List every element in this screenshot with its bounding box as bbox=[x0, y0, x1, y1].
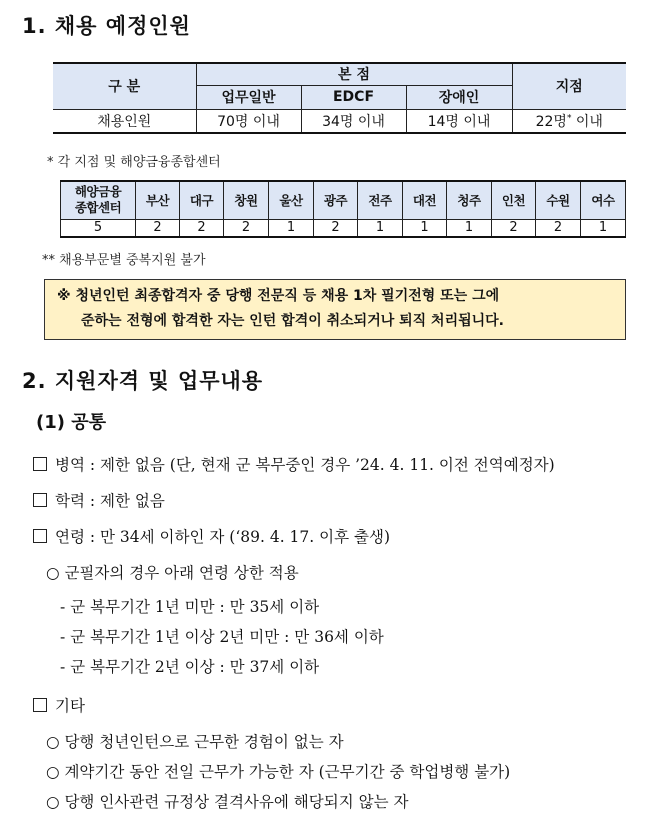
checkbox-square-icon bbox=[33, 529, 47, 543]
header-branch-6: 대전 bbox=[403, 181, 447, 219]
header-branch-8: 인천 bbox=[492, 181, 536, 219]
value-ocean-finance-center: 5 bbox=[61, 219, 136, 237]
age-sub-item: - 군 복무기간 1년 이상 2년 미만 : 만 36세 이하 bbox=[60, 628, 384, 646]
header-ocean-finance-center: 해양금융 종합센터 bbox=[61, 181, 136, 219]
header-category: 구 분 bbox=[53, 63, 196, 109]
warning-line-1: ※ 청년인턴 최종합격자 중 당행 전문직 등 채용 1차 필기전형 또는 그에 bbox=[57, 288, 500, 304]
value-branch-7: 1 bbox=[447, 219, 492, 237]
header-branch-10: 여수 bbox=[581, 181, 626, 219]
checkbox-square-icon bbox=[33, 493, 47, 507]
age-sub-item: - 군 복무기간 2년 이상 : 만 37세 이하 bbox=[60, 658, 320, 676]
section-2-title: 2. 지원자격 및 업무내용 bbox=[22, 369, 264, 393]
header-branch-5: 전주 bbox=[358, 181, 403, 219]
header-branch-3: 울산 bbox=[269, 181, 314, 219]
value-branch-0: 2 bbox=[136, 219, 180, 237]
header-disabled: 장애인 bbox=[406, 85, 512, 109]
header-branch-2: 창원 bbox=[224, 181, 269, 219]
value-branch-3: 1 bbox=[269, 219, 314, 237]
other-item: ○ 당행 인사관련 규정상 결격사유에 해당되지 않는 자 bbox=[46, 793, 409, 811]
value-edcf: 34명 이내 bbox=[301, 109, 406, 133]
value-branch-4: 2 bbox=[314, 219, 358, 237]
section-1-title: 1. 채용 예정인원 bbox=[22, 14, 191, 38]
header-branch: 지점 bbox=[512, 63, 626, 109]
hiring-count-table bbox=[53, 62, 626, 134]
value-disabled: 14명 이내 bbox=[406, 109, 512, 133]
header-branch-1: 대구 bbox=[180, 181, 224, 219]
header-branch-7: 청주 bbox=[447, 181, 492, 219]
item-age: 연령 : 만 34세 이하인 자 (‘89. 4. 17. 이후 출생) bbox=[33, 525, 390, 547]
item-education: 학력 : 제한 없음 bbox=[33, 489, 165, 511]
value-branch-1: 2 bbox=[180, 219, 224, 237]
value-branch-5: 1 bbox=[358, 219, 403, 237]
value-general: 70명 이내 bbox=[196, 109, 301, 133]
checkbox-square-icon bbox=[33, 698, 47, 712]
note-no-duplicate: ** 채용부문별 중복지원 불가 bbox=[42, 253, 206, 268]
value-branch-9: 2 bbox=[536, 219, 581, 237]
warning-box bbox=[44, 279, 626, 340]
header-main-office: 본 점 bbox=[196, 63, 512, 85]
checkbox-square-icon bbox=[33, 457, 47, 471]
warning-line-2: 준하는 전형에 합격한 자는 인턴 합격이 취소되거나 퇴직 처리됩니다. bbox=[81, 313, 504, 329]
item-age-sub: ○ 군필자의 경우 아래 연령 상한 적용 bbox=[46, 564, 299, 582]
row-label: 채용인원 bbox=[53, 109, 196, 133]
value-branch-10: 1 bbox=[581, 219, 626, 237]
header-branch-9: 수원 bbox=[536, 181, 581, 219]
item-other: 기타 bbox=[33, 694, 85, 716]
other-item: ○ 당행 청년인턴으로 근무한 경험이 없는 자 bbox=[46, 733, 344, 751]
subsection-common-title: (1) 공통 bbox=[36, 412, 107, 433]
value-branch-6: 1 bbox=[403, 219, 447, 237]
value-branch-2: 2 bbox=[224, 219, 269, 237]
header-general: 업무일반 bbox=[196, 85, 301, 109]
note-branches: * 각 지점 및 해양금융종합센터 bbox=[47, 155, 221, 170]
value-branch-8: 2 bbox=[492, 219, 536, 237]
header-edcf: EDCF bbox=[301, 85, 406, 109]
header-branch-4: 광주 bbox=[314, 181, 358, 219]
other-item: ○ 계약기간 동안 전일 근무가 가능한 자 (근무기간 중 학업병행 불가) bbox=[46, 763, 511, 781]
item-military: 병역 : 제한 없음 (단, 현재 군 복무중인 경우 ’24. 4. 11. 이전 전역예정자) bbox=[33, 453, 555, 475]
age-sub-item: - 군 복무기간 1년 미만 : 만 35세 이하 bbox=[60, 598, 320, 616]
value-branch: 22명* 이내 bbox=[512, 109, 626, 133]
branch-count-table bbox=[60, 180, 626, 238]
header-branch-0: 부산 bbox=[136, 181, 180, 219]
